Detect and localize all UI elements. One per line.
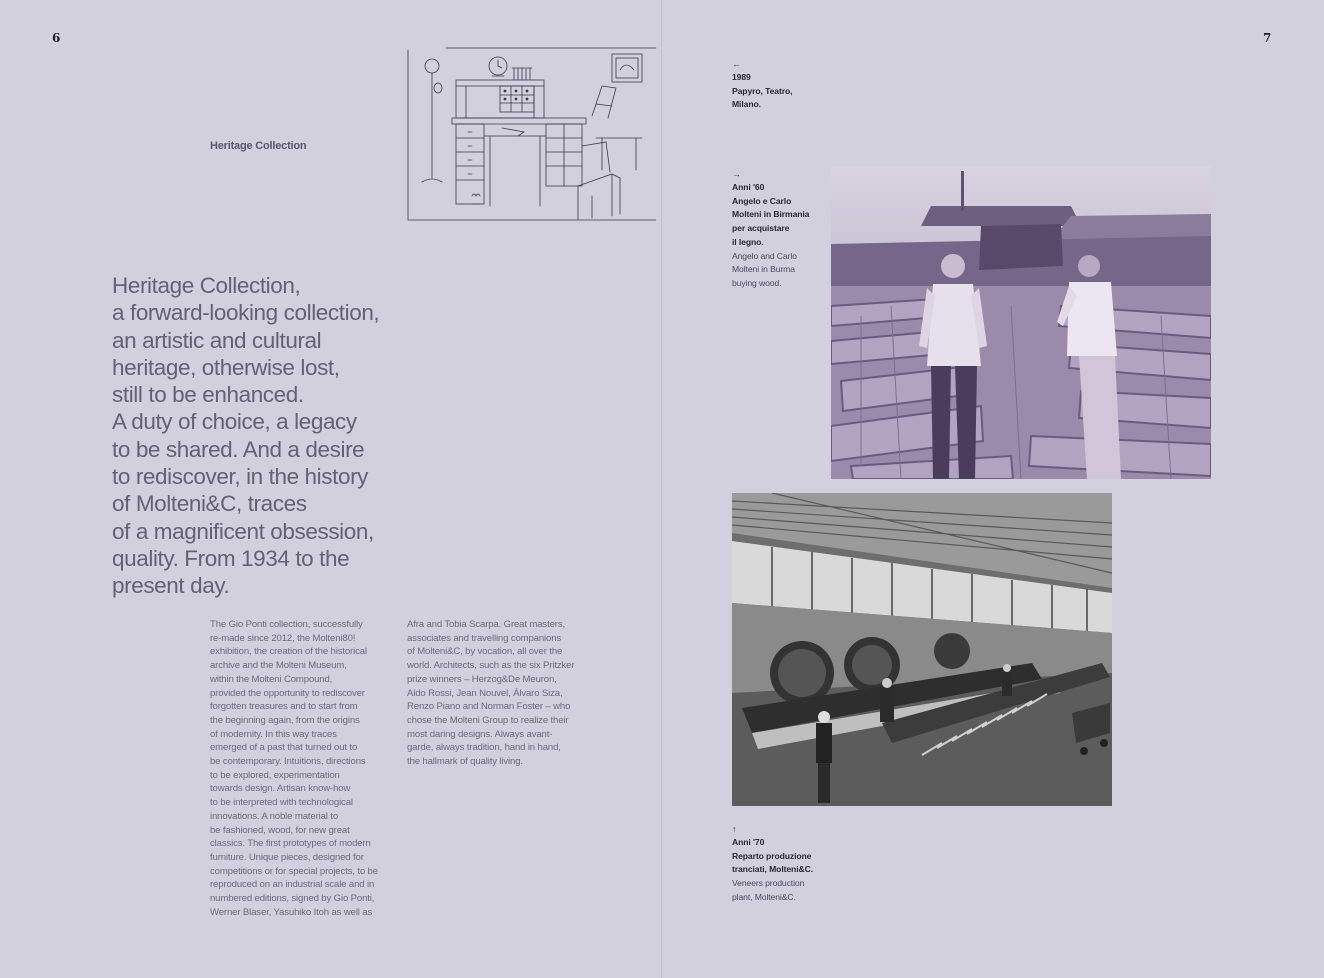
col1-line: be fashioned, wood, for new great xyxy=(210,824,350,836)
col1-line: exhibition, the creation of the historical xyxy=(210,646,367,658)
caption-regular-line: Angelo and Carlo xyxy=(732,250,797,261)
col2-line: most daring designs. Always avant- xyxy=(407,728,553,740)
col1-line: re-made since 2012, the Molteni80! xyxy=(210,632,356,644)
caption-bold-line: Molteni in Birmania xyxy=(732,209,810,220)
caption-anni-60 xyxy=(732,170,809,291)
col1-line: numbered editions, signed by Gio Ponti, xyxy=(210,893,375,905)
lead-line: A duty of choice, a legacy xyxy=(112,409,357,435)
caption-bold-line: tranciati, Molteni&C. xyxy=(732,864,813,875)
lead-paragraph xyxy=(112,272,412,600)
page-number-left: 6 xyxy=(52,31,61,45)
caption-bold-line: Milano. xyxy=(732,99,761,110)
photo-veneers-plant xyxy=(732,493,1112,806)
lead-line: to be shared. And a desire xyxy=(112,436,365,462)
col2-line: prize winners – Herzog&De Meuron, xyxy=(407,673,557,685)
lead-line: still to be enhanced. xyxy=(112,382,304,408)
col2-line: world. Architects, such as the six Pritzker xyxy=(407,660,575,672)
col2-line: Renzo Piano and Norman Foster – who xyxy=(407,701,571,713)
caption-bold-line: Anni '70 xyxy=(732,837,765,847)
lead-line: a forward-looking collection, xyxy=(112,300,380,326)
caption-regular-line: Veneers production xyxy=(732,878,805,889)
col1-line: The Gio Ponti collection, successfully xyxy=(210,619,363,630)
col1-line: to be explored, experimentation xyxy=(210,769,340,781)
photo-molteni-burma-logs xyxy=(831,166,1211,479)
col2-line: chose the Molteni Group to realize their xyxy=(407,714,569,726)
col1-line: competitions or for special projects, to be xyxy=(210,865,378,877)
col2-line: Aldo Rossi, Jean Nouvel, Álvaro Siza, xyxy=(407,687,563,699)
col1-line: forgotten treasures and to start from xyxy=(210,701,358,713)
caption-1989 xyxy=(732,60,792,112)
papyro-desk-sketch xyxy=(406,46,658,224)
arrow-icon: → xyxy=(732,169,741,179)
arrow-icon: ↑ xyxy=(732,824,737,834)
lead-line: quality. From 1934 to the xyxy=(112,545,350,571)
caption-bold-line: 1989 xyxy=(732,72,751,82)
page-number-right: 7 xyxy=(1263,31,1272,45)
col2-line: associates and travelling companions xyxy=(407,632,562,644)
lead-line: present day. xyxy=(112,573,230,599)
lead-line: to rediscover, in the history xyxy=(112,464,369,490)
col1-line: towards design. Artisan know-how xyxy=(210,783,351,795)
col1-line: classics. The first prototypes of modern xyxy=(210,838,371,850)
col1-line: within the Molteni Compound, xyxy=(210,673,333,685)
caption-bold-line: il legno. xyxy=(732,236,764,247)
col1-line: of modernity. In this way traces xyxy=(210,728,337,740)
lead-line: of a magnificent obsession, xyxy=(112,518,374,544)
caption-bold-line: Angelo e Carlo xyxy=(732,195,792,206)
col1-line: be contemporary. Intuitions, directions xyxy=(210,756,366,768)
col2-line: of Molteni&C, by vocation, all over the xyxy=(407,646,563,658)
col2-line: the hallmark of quality living. xyxy=(407,756,523,768)
col1-line: to be interpreted with technological xyxy=(210,797,353,809)
col1-line: innovations. A noble material to xyxy=(210,810,338,822)
body-text-column-1 xyxy=(210,618,400,919)
caption-bold-line: Papyro, Teatro, xyxy=(732,85,793,96)
caption-bold-line: per acquistare xyxy=(732,223,790,234)
col1-line: archive and the Molteni Museum, xyxy=(210,660,347,672)
col1-line: provided the opportunity to rediscover xyxy=(210,687,365,699)
col1-line: the beginning again, from the origins xyxy=(210,714,360,726)
col2-line: garde, always tradition, hand in hand, xyxy=(407,742,561,754)
section-label: Heritage Collection xyxy=(210,140,307,152)
arrow-icon: ← xyxy=(732,59,741,69)
col1-line: furniture. Unique pieces, designed for xyxy=(210,851,364,863)
body-text-column-2 xyxy=(407,618,597,769)
caption-regular-line: Molteni in Burma xyxy=(732,264,795,275)
caption-bold-line: Reparto produzione xyxy=(732,850,812,861)
col1-line: Werner Blaser, Yasuhiko Itoh as well as xyxy=(210,906,373,918)
page-gutter xyxy=(661,0,662,978)
col1-line: emerged of a past that turned out to xyxy=(210,742,358,754)
lead-line: heritage, otherwise lost, xyxy=(112,354,340,380)
lead-line: of Molteni&C, traces xyxy=(112,491,307,517)
caption-regular-line: buying wood. xyxy=(732,277,782,288)
caption-anni-70 xyxy=(732,825,813,905)
lead-line: Heritage Collection, xyxy=(112,273,301,298)
caption-regular-line: plant, Molteni&C. xyxy=(732,891,796,902)
col2-line: Afra and Tobia Scarpa. Great masters, xyxy=(407,619,565,630)
caption-bold-line: Anni '60 xyxy=(732,182,765,192)
lead-line: an artistic and cultural xyxy=(112,327,322,353)
col1-line: reproduced on an industrial scale and in xyxy=(210,879,375,891)
